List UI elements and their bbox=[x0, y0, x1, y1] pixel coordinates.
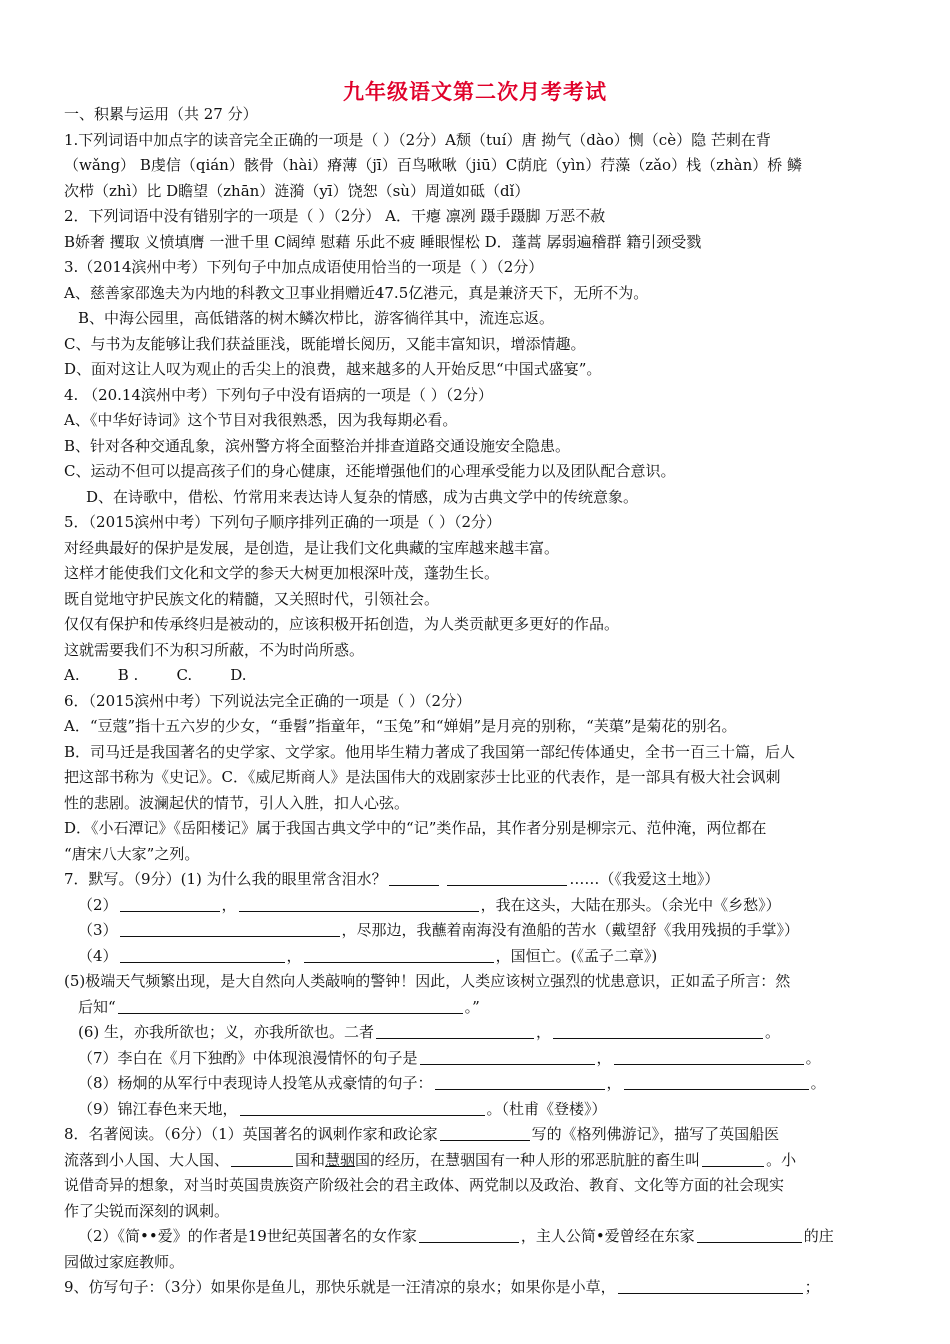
q6-option-a: A．“豆蔻”指十五六岁的少女，“垂髫”指童年，“玉兔”和“婵娟”是月亮的别称，“芙蕖”是菊花的别名。 bbox=[64, 717, 737, 735]
q3-option-d: D、面对这让人叹为观止的舌尖上的浪费，越来越多的人开始反思“中国式盛宴”。 bbox=[64, 360, 602, 378]
comma: ， bbox=[221, 895, 237, 914]
q7-item-4 bbox=[64, 944, 894, 970]
blank[interactable] bbox=[120, 894, 220, 912]
semicolon: ； bbox=[804, 1278, 820, 1296]
q7-stem: 7．默写。（9分）(1) 为什么我的眼里常含泪水？ bbox=[64, 870, 387, 888]
q4-option-c: C、运动不但可以提高孩子们的身心健康，还能增强他们的心理承受能力以及团队配合意识。 bbox=[64, 462, 676, 480]
item-number: （2） bbox=[78, 895, 118, 914]
q7-item-7 bbox=[64, 1046, 894, 1072]
q2-line-1: 2．下列词语中没有错别字的一项是（ ）（2分） A．干瘪 凛冽 蹑手蹑脚 万恶不赦 bbox=[64, 207, 606, 225]
item-text: 。” bbox=[464, 997, 480, 1016]
q5-stem: 5．（2015滨州中考）下列句子顺序排列正确的一项是（ ）（2分） bbox=[64, 513, 502, 531]
period: 。 bbox=[805, 1048, 821, 1067]
q6-option-c-cont: 性的悲剧。波澜起伏的情节，引人入胜，扣人心弦。 bbox=[64, 793, 410, 812]
item-text: （8）杨炯的从军行中表现诗人投笔从戎豪情的句子： bbox=[78, 1074, 433, 1092]
q8-line-5 bbox=[64, 1224, 894, 1250]
item-number: （3） bbox=[78, 921, 118, 939]
q7-item-9 bbox=[64, 1097, 894, 1123]
comma: ， bbox=[596, 1048, 612, 1067]
item-text: （9）锦江春色来天地， bbox=[78, 1099, 238, 1118]
q3-stem: 3.（2014滨州中考）下列句子中加点成语使用恰当的一项是（ ）（2分） bbox=[64, 258, 544, 276]
q9-line-1 bbox=[64, 1275, 894, 1301]
q6-option-d-cont: “唐宋八大家”之列。 bbox=[64, 844, 200, 863]
q5-sentence-1: 对经典最好的保护是发展，是创造，是让我们文化典藏的宝库越来越丰富。 bbox=[64, 538, 560, 557]
blank[interactable] bbox=[697, 1225, 802, 1243]
q7-item-5: (5)极端天气频繁出现，是大自然向人类敲响的警钟！因此，人类应该树立强烈的忧患意识，正如孟子所言：然 bbox=[64, 972, 791, 990]
q1-line-1: 1.下列词语中加点字的读音完全正确的一项是（ ）（2分）A颓（tuí）唐 拗气（dào）恻（cè）隐 芒刺在背 bbox=[64, 130, 771, 149]
item-text: ，国恒亡。(《孟子二章》) bbox=[495, 946, 658, 965]
item-text: ，尽那边，我蘸着南海没有渔船的苦水（戴望舒《我用残损的手掌》） bbox=[341, 921, 800, 939]
q4-option-b: B、针对各种交通乱象，滨州警方将全面整治并排查道路交通设施安全隐患。 bbox=[64, 436, 571, 455]
q8-line-2 bbox=[64, 1148, 894, 1174]
blank[interactable] bbox=[118, 996, 463, 1014]
comma: ， bbox=[286, 946, 302, 965]
blank[interactable] bbox=[419, 1225, 519, 1243]
blank[interactable] bbox=[618, 1276, 803, 1294]
blank[interactable] bbox=[553, 1021, 763, 1039]
item-text: ，我在这头，大陆在那头。（余光中《乡愁》） bbox=[480, 895, 781, 914]
q8-line-3: 说借奇异的想象，对当时英国贵族资产阶级社会的君主政体、两党制以及政治、教育、文化等方面的社会现实 bbox=[64, 1176, 785, 1194]
item-text: 8．名著阅读。（6分）（1）英国著名的讽刺作家和政论家 bbox=[64, 1125, 438, 1143]
q3-option-c: C、与书为友能够让我们获益匪浅，既能增长阅历，又能丰富知识，增添情趣。 bbox=[64, 334, 586, 353]
q6-option-b-c: 把这部书称为《史记》。C．《威尼斯商人》是法国伟大的戏剧家莎士比亚的代表作，是一部具有极大社会讽刺 bbox=[64, 768, 781, 786]
q6-option-b: B．司马迁是我国著名的史学家、文学家。他用毕生精力著成了我国第一部纪传体通史，全书一百三十篇，后人 bbox=[64, 742, 796, 761]
item-text: 。小 bbox=[766, 1150, 797, 1169]
item-text: 国的经历，在慧骃国有一种人形的邪恶肮脏的畜生叫 bbox=[355, 1150, 701, 1169]
q4-stem: 4. （20.14滨州中考）下列句子中没有语病的一项是（ ）（2分） bbox=[64, 385, 493, 404]
q8-line-6: 园做过家庭教师。 bbox=[64, 1252, 185, 1271]
q6-stem: 6．（2015滨州中考）下列说法完全正确的一项是（ ）（2分） bbox=[64, 691, 472, 710]
blank[interactable] bbox=[376, 1021, 534, 1039]
underlined-term: 慧骃 bbox=[325, 1150, 356, 1169]
comma: ， bbox=[536, 1023, 552, 1041]
q3-option-b: B、中海公园里，高低错落的树木鳞次栉比，游客徜徉其中，流连忘返。 bbox=[78, 309, 555, 327]
q7-item-8 bbox=[64, 1071, 894, 1097]
item-number: （4） bbox=[78, 946, 118, 965]
blank[interactable] bbox=[304, 945, 494, 963]
q7-item-6 bbox=[64, 1020, 894, 1046]
q5-sentence-2: 这样才能使我们文化和文学的参天大树更加根深叶茂，蓬勃生长。 bbox=[64, 564, 500, 582]
q5-sentence-5: 这就需要我们不为积习所蔽，不为时尚所惑。 bbox=[64, 640, 365, 659]
q1-line-3: 次栉（zhì）比 D瞻望（zhān）涟漪（yī）饶恕（sù）周道如砥（dǐ） bbox=[64, 181, 530, 200]
q4-option-a: A、《中华好诗词》这个节目对我很熟悉，因为我每期必看。 bbox=[64, 411, 458, 429]
blank[interactable] bbox=[702, 1149, 764, 1167]
blank[interactable] bbox=[440, 1123, 530, 1141]
blank[interactable] bbox=[624, 1072, 809, 1090]
q7-line-1 bbox=[64, 867, 894, 893]
blank[interactable] bbox=[614, 1047, 804, 1065]
item-text: 后知“ bbox=[78, 997, 116, 1016]
section-heading: 一、积累与运用（共 27 分） bbox=[64, 105, 258, 123]
q8-line-1 bbox=[64, 1122, 894, 1148]
blank[interactable] bbox=[231, 1149, 293, 1167]
blank[interactable] bbox=[120, 945, 285, 963]
item-text: 写的《格列佛游记》，描写了英国船医 bbox=[531, 1125, 780, 1143]
item-text: 。（杜甫《登楼》） bbox=[486, 1099, 607, 1118]
blank[interactable] bbox=[240, 1098, 485, 1116]
q6-option-d: D．《小石潭记》《岳阳楼记》属于我国古典文学中的“记”类作品，其作者分别是柳宗元、范仲淹，两位都在 bbox=[64, 819, 767, 837]
blank[interactable] bbox=[239, 894, 479, 912]
item-text: 流落到小人国、大人国、 bbox=[64, 1150, 230, 1169]
q5-sentence-3: 既自觉地守护民族文化的精髓，又关照时代，引领社会。 bbox=[64, 589, 440, 608]
comma: ， bbox=[606, 1074, 622, 1092]
q5-options: A. B . C. D. bbox=[64, 666, 247, 684]
q7-source: ……（《我爱这土地》） bbox=[569, 870, 720, 888]
item-text: ，主人公简•爱曾经在东家 bbox=[520, 1227, 695, 1245]
q7-item-3 bbox=[64, 918, 894, 944]
item-text: (6) 生，亦我所欲也；义，亦我所欲也。二者 bbox=[78, 1023, 375, 1041]
exam-title: 九年级语文第二次月考考试 bbox=[343, 80, 607, 104]
q2-line-2: B娇奢 攫取 义愤填膺 一泄千里 C阔绰 慰藉 乐此不疲 睡眼惺松 D．蓬蒿 孱弱遍稽群 籍引颈受戮 bbox=[64, 232, 702, 251]
q7-item-2 bbox=[64, 893, 894, 919]
item-text: 的庄 bbox=[803, 1227, 834, 1245]
q8-line-4: 作了尖锐而深刻的讽刺。 bbox=[64, 1201, 230, 1220]
q5-sentence-4: 仅仅有保护和传承终归是被动的，应该积极开拓创造，为人类贡献更多更好的作品。 bbox=[64, 615, 620, 633]
item-text: （7）李白在《月下独酌》中体现浪漫情怀的句子是 bbox=[78, 1048, 418, 1067]
blank[interactable] bbox=[120, 919, 340, 937]
item-text: 国和 bbox=[295, 1150, 326, 1169]
item-text: 9、仿写句子：（3分）如果你是鱼儿，那快乐就是一汪清凉的泉水；如果你是小草， bbox=[64, 1278, 616, 1296]
q7-item-5-cont bbox=[64, 995, 894, 1021]
blank[interactable] bbox=[435, 1072, 605, 1090]
period: 。 bbox=[810, 1074, 826, 1092]
item-text: （2）《简••爱》的作者是19世纪英国著名的女作家 bbox=[78, 1227, 417, 1245]
q3-option-a: A、慈善家邵逸夫为内地的科教文卫事业捐赠近47.5亿港元，真是兼济天下，无所不为。 bbox=[64, 283, 649, 302]
period: 。 bbox=[765, 1023, 781, 1041]
blank[interactable] bbox=[420, 1047, 595, 1065]
q4-option-d: D、在诗歌中，借松、竹常用来表达诗人复杂的情感，成为古典文学中的传统意象。 bbox=[86, 487, 639, 506]
q1-line-2: （wǎng） B虔信（qián）骸骨（hài）瘠薄（jī）百鸟啾啾（jiū）C荫庇（yìn）荇藻（zǎo）栈（zhàn）桥 鳞 bbox=[64, 156, 803, 174]
blank[interactable] bbox=[389, 868, 439, 886]
exam-body bbox=[64, 102, 894, 1301]
blank[interactable] bbox=[447, 868, 567, 886]
